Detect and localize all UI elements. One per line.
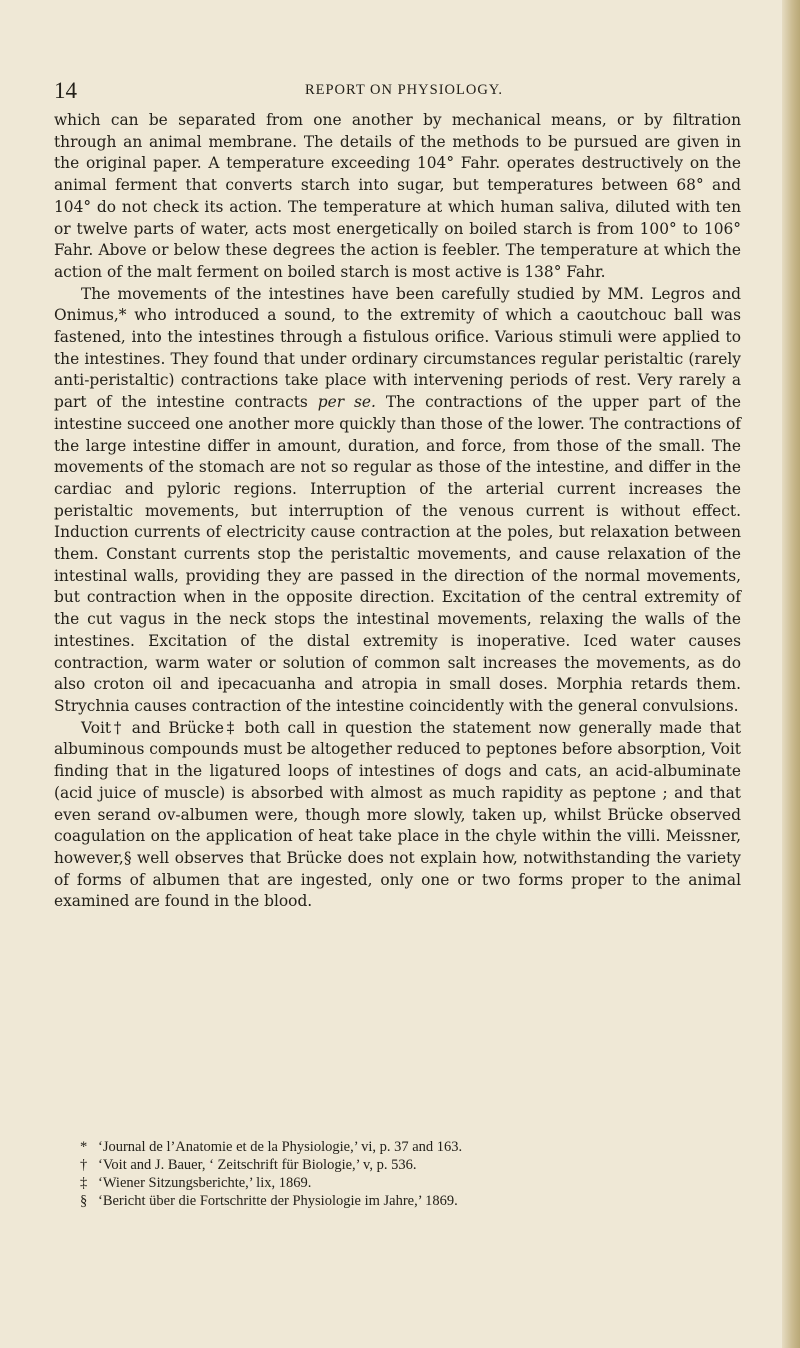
footnote: [80, 1174, 740, 1192]
paragraph-text-after: The contractions of the upper part of the intestine succeed one another more quickly than those of the lower. The contractions of the large intestine differ in amount, duration, and force, from those of the small. The movements of the stomach are not so regular as those of the intestine, and differ in the cardiac and pyloric regions. Interruption of the arterial current increases the peristaltic movements, but interruption of the venous current is without effect. Induction currents of electricity cause contraction at the poles, but relaxation between them. Constant currents stop the peristaltic movements, and cause relaxation of the intestinal walls, providing they are passed in the direction of the normal movements, but contraction when in the opposite direction. Excitation of the central extremity of the cut vagus in the neck stops the intestinal movements, relaxing the walls of the intestines. Excitation of the distal extremity is inoperative. Iced water causes contraction, warm water or solution of common salt increases the movements, as do also croton oil and ipecacuanha and atropia in small doses. Morphia retards them. Strychnia causes contraction of the intestine coincidently with the general convulsions.: [54, 393, 741, 715]
running-head: REPORT ON PHYSIOLOGY.: [304, 82, 504, 98]
body-text: [54, 110, 741, 913]
italic-per-se: per se.: [317, 393, 376, 412]
paragraph-text-before: The movements of the intestines have been carefully studied by MM. Legros and Onimus,* who introduced a sound, to the extremity of which a caoutchouc ball was fastened, into the intestines through a fistulous orifice. Various stimuli were applied to the intestines. They found that under ordinary circumstances regular peristaltic (rarely anti-peristaltic) contractions take place with intervening periods of rest. Very rarely a part of the intestine contracts: [54, 284, 741, 412]
paragraph-albumen-absorption: Voit† and Brücke‡ both call in question the statement now generally made that albuminous compounds must be altogether reduced to peptones before absorption, Voit finding that in the ligatured loops of intestines of dogs and cats, an acid-albuminate (acid juice of muscle) is absorbed with almost as much rapidity as peptone ; and that even serand ov-albumen were, though more slowly, taken up, whilst Brücke observed coagulation on the application of heat take place in the chyle within the villi. Meissner, however,§ well observes that Brücke does not explain how, notwithstanding the variety of forms of albumen that are ingested, only one or two forms proper to the animal examined are found in the blood.: [54, 718, 741, 911]
footnote-text: ‘Voit and J. Bauer, ‘ Zeitschrift für Biologie,’ v, p. 536.: [98, 1157, 417, 1173]
footnote-text: ‘Bericht über die Fortschritte der Physiologie im Jahre,’ 1869.: [98, 1193, 458, 1209]
paragraph-saliva-temperature: which can be separated from one another by mechanical means, or by filtration through an animal membrane. The details of the methods to be pursued are given in the original paper. A temperature exceeding 104° Fahr. operates destructively on the animal ferment that converts starch into sugar, but temperatures between 68° and 104° do not check its action. The temperature at which human saliva, diluted with ten or twelve parts of water, acts most energetically on boiled starch is from 100° to 106° Fahr. Above or below these degrees the action is feebler. The temperature at which the action of the malt ferment on boiled starch is most active is 138° Fahr.: [54, 111, 741, 281]
page-number: 14: [54, 78, 77, 103]
footnote-mark: *: [80, 1139, 88, 1155]
footnote-text: ‘Journal de l’Anatomie et de la Physiologie,’ vi, p. 37 and 163.: [98, 1139, 463, 1155]
footnote-mark: §: [80, 1193, 88, 1209]
paragraph-intestine-movements: [54, 284, 741, 718]
footnote: [80, 1156, 740, 1174]
footnote: [80, 1138, 740, 1156]
footnotes: [80, 1138, 740, 1210]
footnote-text: ‘Wiener Sitzungsberichte,’ lix, 1869.: [98, 1175, 312, 1191]
page-edge: [782, 0, 800, 1348]
page-header: [54, 78, 754, 108]
footnote-mark: ‡: [80, 1175, 88, 1191]
footnote-mark: †: [80, 1157, 88, 1173]
footnote: [80, 1192, 740, 1210]
